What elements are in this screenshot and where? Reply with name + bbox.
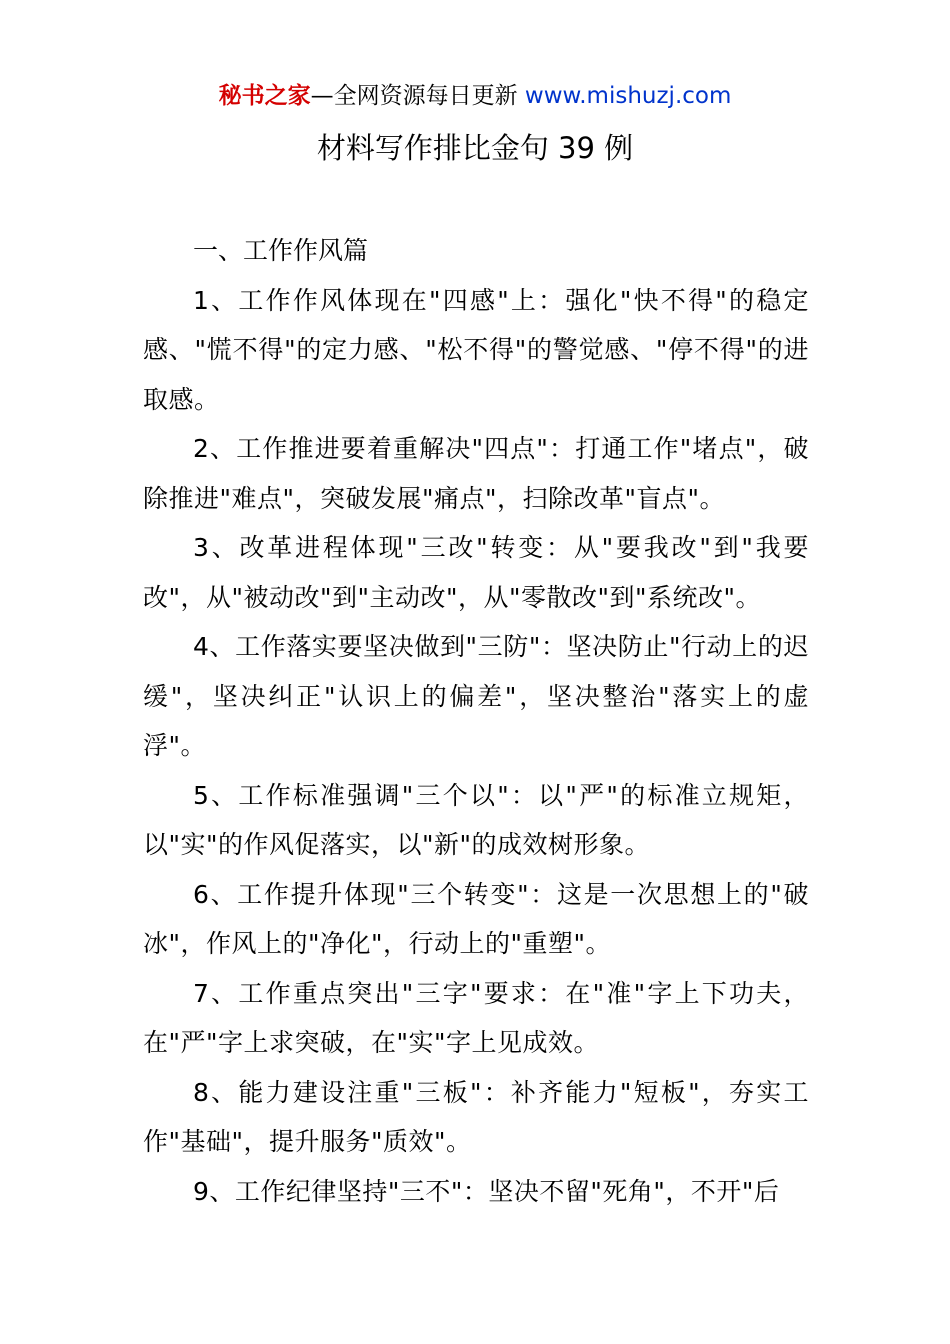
document-title: 材料写作排比金句 39 例 [316,131,634,165]
list-item: 6、工作提升体现"三个转变"：这是一次思想上的"破冰"，作风上的"净化"，行动上的"重塑"。 [143,879,809,958]
brand-name: 秘书之家 [218,83,311,109]
document-body [143,226,809,1216]
list-item: 2、工作推进要着重解决"四点"：打通工作"堵点"，破除推进"难点"，突破发展"痛点"，扫除改革"盲点"。 [143,434,809,513]
list-item: 8、能力建设注重"三板"：补齐能力"短板"，夯实工作"基础"，提升服务"质效"。 [143,1077,809,1156]
list-item: 9、工作纪律坚持"三不"：坚决不留"死角"，不开"后 [193,1176,780,1206]
list-item: 1、工作作风体现在"四感"上：强化"快不得"的稳定感、"慌不得"的定力感、"松不得"的警觉感、"停不得"的进取感。 [143,285,809,414]
list-item: 3、改革进程体现"三改"转变：从"要我改"到"我要改"，从"被动改"到"主动改"，从"零散改"到"系统改"。 [143,533,809,612]
list-item: 4、工作落实要坚决做到"三防"：坚决防止"行动上的迟缓"，坚决纠正"认识上的偏差"，坚决整治"落实上的虚浮"。 [143,632,809,760]
list-item: 5、工作标准强调"三个以"：以"严"的标准立规矩，以"实"的作风促落实，以"新"的成效树形象。 [143,780,809,859]
site-header [0,80,950,112]
section-heading: 一、工作作风篇 [193,236,369,265]
header-tagline: —全网资源每日更新 [310,83,518,109]
list-item: 7、工作重点突出"三字"要求：在"准"字上下功夫，在"严"字上求突破，在"实"字上见成效。 [143,978,809,1057]
site-url-link[interactable]: www.mishuzj.com [524,83,732,109]
